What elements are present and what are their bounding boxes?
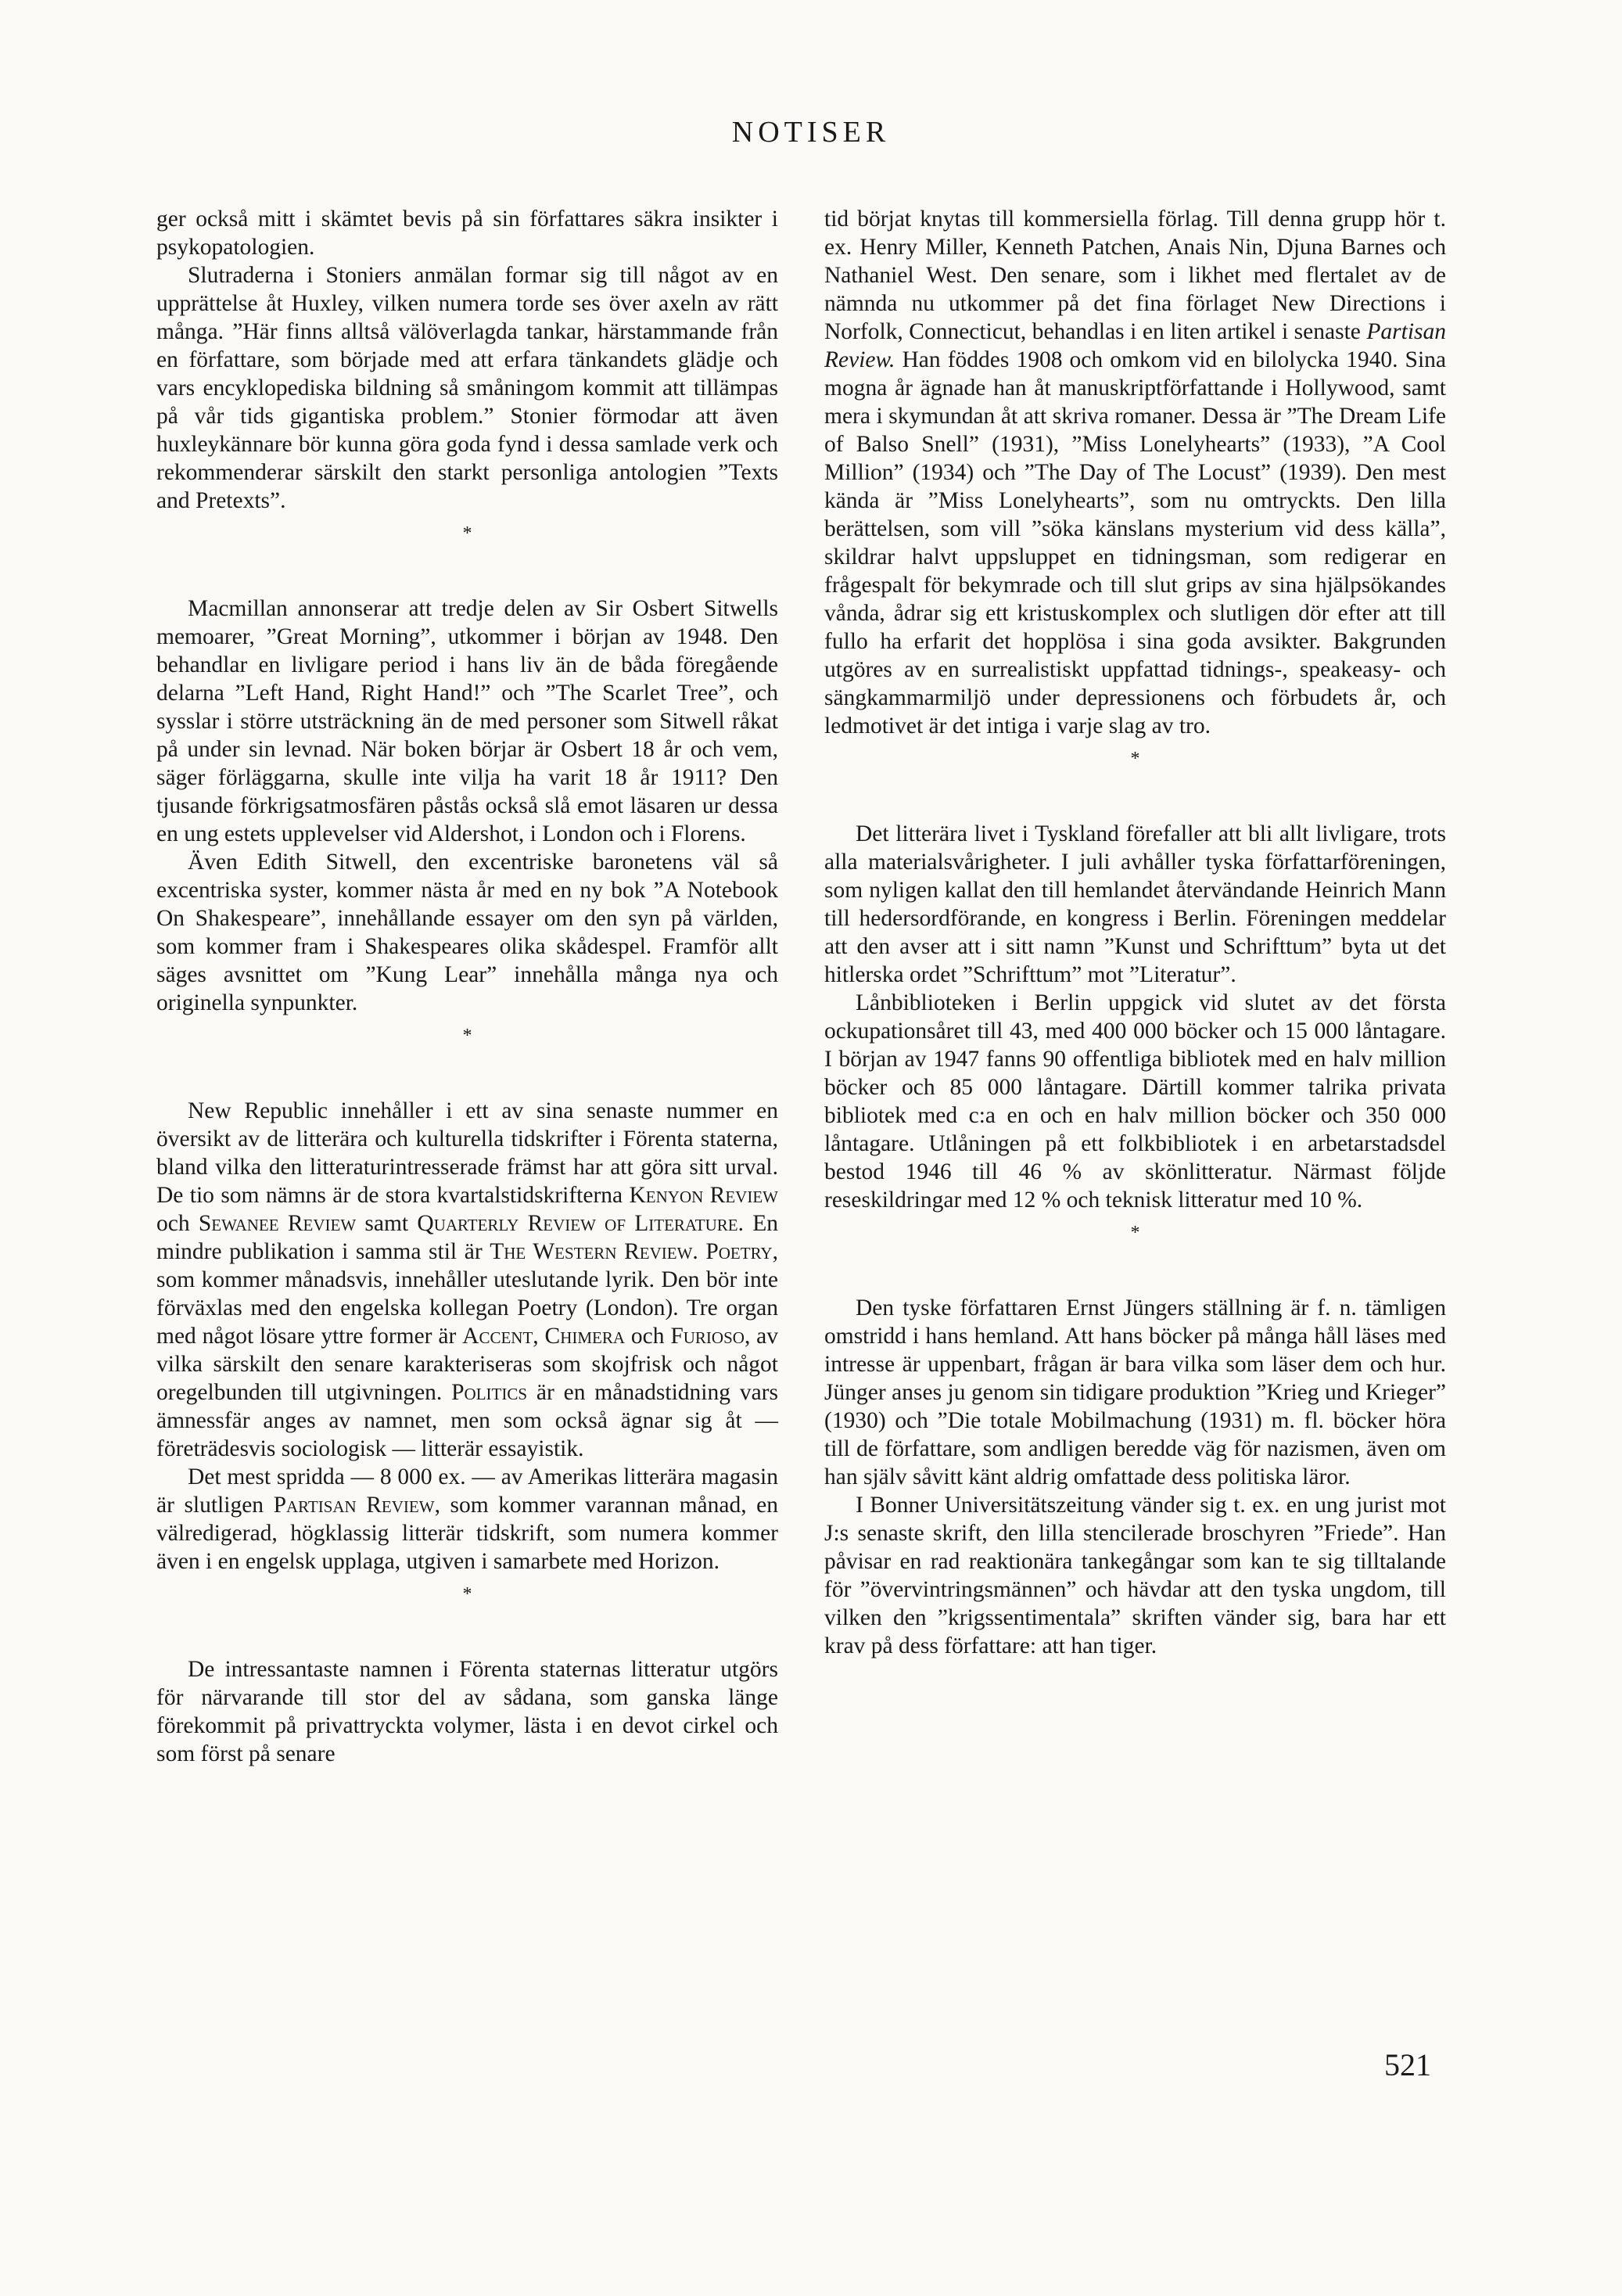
- journal-title: Accent: [462, 1324, 533, 1349]
- section-separator: *: [462, 1584, 472, 1604]
- section-separator: *: [1130, 1223, 1140, 1243]
- right-column: [824, 205, 1446, 1660]
- paragraph: I Bonner Universitätszeitung vänder sig t. ex. en ung jurist mot J:s senaste skrift, den lilla stencilerade broschyren ”Friede”. Han påvisar en rad reaktionära tankegångar som kan te sig tilltalande för ”övervintringsmännen” och hävdar att den tyska ungdom, till vilken den ”krigssentimentala” skriften vänder sig, bara har ett krav på dess författare: att han tiger.: [824, 1493, 1446, 1658]
- paragraph: Slutraderna i Stoniers anmälan formar sig till något av en upprättelse åt Huxley, vilken numera torde ses över axeln av rätt många. ”Här finns alltså välöverlagda tankar, härstammande från en författare, som började med att erfara tänkandets glädje och vars encyklopediska bildning så småningom kommit att tillämpas på vår tids gigantiska problem.” Stonier förmodar att även huxleykännare bör kunna göra goda fynd i dessa samlade verk och rekommenderar särskilt den starkt personliga antologien ”Texts and Pretexts”.: [156, 263, 778, 513]
- journal-title: Furioso: [670, 1324, 745, 1349]
- journal-title: Kenyon Review: [629, 1183, 778, 1208]
- paragraph: Den tyske författaren Ernst Jüngers ställning är f. n. tämligen omstridd i hans hemland. Att hans böcker på många håll läses med intresse är uppenbart, frågan är bara vilka som läser dem och hur. Jünger anses ju genom sin tidigare produktion ”Krieg und Krieger” (1930) och ”Die totale Mobilmachung (1931) m. fl. böcker höra till de författare, som andligen beredde väg för nazismen, även om han själv såvitt känt aldrig omfattade dess politiska läror.: [824, 1295, 1446, 1489]
- page-number: 521: [1384, 2047, 1431, 2082]
- paragraph: Macmillan annonserar att tredje delen av Sir Osbert Sitwells memoarer, ”Great Morning”, utkommer i början av 1948. Den behandlar en livligare period i hans liv än de båda föregående delarna ”Left Hand, Right Hand!” och ”The Scarlet Tree”, och sysslar i större utsträckning än de med personer som Sitwell råkat på under sin levnad. När boken börjar är Osbert 18 år och vem, säger förläggarna, skulle inte vilja ha varit 18 år 1911? Den tjusande förkrigsatmosfären påstås också slå emot läsaren ur dessa en ung estets upplevelser vid Aldershot, i London och i Florens.: [156, 596, 778, 846]
- paragraph: tid börjat knytas till kommersiella förlag. Till denna grupp hör t. ex. Henry Miller, Kenneth Patchen, Anais Nin, Djuna Barnes och Nathaniel West. Den senare, som i likhet med flertalet av de nämnda nu utkommer på det fina förlaget New Directions i Norfolk, Connecticut, behandlas i en liten artikel i senaste Partisan Review. Han föddes 1908 och omkom vid en bilolycka 1940. Sina mogna år ägnade han åt manuskriptförfattande i Hollywood, samt mera i skymundan åt att skriva romaner. Dessa är ”The Dream Life of Balso Snell” (1931), ”Miss Lonelyhearts” (1933), ”A Cool Million” (1934) och ”The Day of The Locust” (1939). Den mest kända är ”Miss Lonelyhearts”, som nu omtryckts. Den lilla berättelsen, som vill ”söka känslans mysterium vid dess källa”, skildrar halvt uppsluppet en tidningsman, som redigerar en frågespalt för bekymrade och till slut grips av sina hjälpsökandes vånda, ådrar sig ett kristuskomplex och slutligen dör efter att till fullo ha erfarit det hopplösa i sina goda avsikter. Bakgrunden utgöres av en surrealistiskt uppfattad tidnings-, speakeasy- och sängkammarmiljö under depressionens och förbudets år, och ledmotivet är det intiga i varje slag av tro.: [824, 207, 1446, 738]
- paragraph: New Republic innehåller i ett av sina senaste nummer en översikt av de litterära och kulturella tidskrifter i Förenta staterna, bland vilka den litteraturintresserade främst har att göra sitt urval. De tio som nämns är de stora kvartalstidskrifterna Kenyon Review och Sewanee Review samt Quarterly Review of Literature. En mindre publikation i samma stil är The Western Review. Poetry, som kommer månadsvis, innehåller uteslutande lyrik. Den bör inte förväxlas med den engelska kollegan Poetry (London). Tre organ med något lösare yttre former är Accent, Chimera och Furioso, av vilka särskilt den senare karakteriseras som skojfrisk och något oregelbunden till utgivningen. Politics är en månadstidning vars ämnessfär anges av namnet, men som också ägnar sig åt — företrädesvis sociologisk — litterär essayistik.: [156, 1098, 779, 1461]
- left-column: [156, 205, 778, 1768]
- journal-title: Partisan Review.: [824, 319, 1446, 372]
- paragraph: Det mest spridda — 8 000 ex. — av Amerikas litterära magasin är slutligen Partisan Review, som kommer varannan månad, en välredigerad, högklassig litterär tidskrift, som numera kommer även i en engelsk upplaga, utgiven i samarbete med Horizon.: [156, 1464, 778, 1574]
- paragraph: Lånbiblioteken i Berlin uppgick vid slutet av det första ockupationsåret till 43, med 400 000 böcker och 15 000 låntagare. I början av 1947 fanns 90 offentliga bibliotek med en halv million böcker och 85 000 låntagare. Därtill kommer talrika privata bibliotek med c:a en och en halv million böcker och 350 000 låntagare. Utlåningen på ett folkbibliotek i en arbetarstadsdel bestod 1946 till 46 % av skönlitteratur. Närmast följde reseskildringar med 12 % och teknisk litteratur med 10 %.: [824, 990, 1446, 1213]
- paragraph: De intressantaste namnen i Förenta staternas litteratur utgörs för närvarande till stor del av sådana, som ganska länge förekommit på privattryckta volymer, lästa i en devot cirkel och som först på senare: [156, 1657, 778, 1766]
- journal-title: The Western Review: [490, 1239, 693, 1264]
- journal-title: Sewanee Review: [198, 1211, 357, 1236]
- paragraph: ger också mitt i skämtet bevis på sin författares säkra insikter i psykopatologien.: [156, 207, 778, 260]
- paragraph: Det litterära livet i Tyskland förefaller att bli allt livligare, trots alla materialsvårigheter. I juli avhåller tyska författarföreningen, som nyligen kallat den till hemlandet återvändande Heinrich Mann till hedersordförande, en kongress i Berlin. Föreningen meddelar att den avser att i sitt namn ”Kunst und Schrifttum” byta ut det hitlerska ordet ”Schrifttum” mot ”Literatur”.: [824, 821, 1446, 987]
- journal-title: Partisan Review: [273, 1493, 435, 1518]
- paragraph: Även Edith Sitwell, den excentriske baronetens väl så excentriska syster, kommer nästa år med en ny bok ”A Notebook On Shakespeare”, innehållande essayer om den syn på världen, som kommer fram i Shakespeares olika skådespel. Framför allt säges avsnittet om ”Kung Lear” innehålla många nya och originella synpunkter.: [156, 850, 778, 1015]
- running-head: NOTISER: [731, 116, 891, 149]
- journal-title: Poetry: [705, 1239, 773, 1264]
- journal-title: Politics: [451, 1380, 528, 1405]
- section-separator: *: [462, 523, 472, 544]
- section-separator: *: [462, 1026, 472, 1046]
- journal-title: Chimera: [544, 1324, 626, 1349]
- journal-title: Quarterly Review of Literature: [417, 1211, 738, 1236]
- section-separator: *: [1130, 749, 1140, 769]
